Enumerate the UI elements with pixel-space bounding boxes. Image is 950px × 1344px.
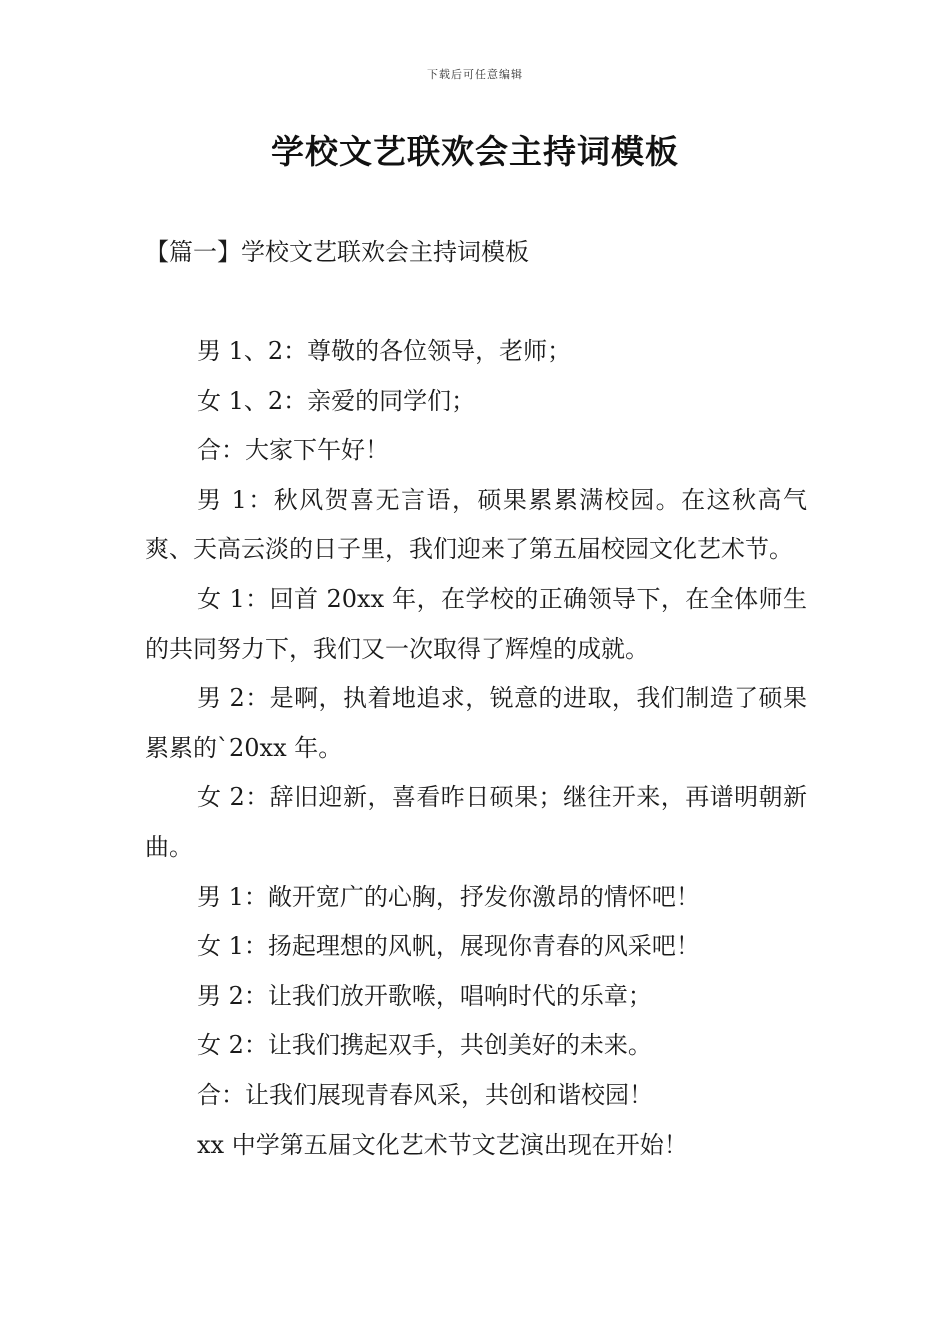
paragraph: 男 2：是啊，执着地追求，锐意的进取，我们制造了硕果累累的`20xx 年。 bbox=[145, 684, 807, 762]
paragraph: 男 1：敞开宽广的心胸，抒发你激昂的情怀吧！ bbox=[197, 882, 700, 911]
paragraph: 男 1、2：尊敬的各位领导，老师； bbox=[197, 337, 572, 365]
paragraph: 女 2：让我们携起双手，共创美好的未来。 bbox=[197, 1031, 652, 1060]
paragraph: 女 2：辞旧迎新，喜看昨日硕果；继往开来，再谱明朝新曲。 bbox=[145, 783, 807, 861]
paragraph: 女 1：扬起理想的风帆，展现你青春的风采吧！ bbox=[197, 932, 700, 961]
script-body bbox=[145, 327, 807, 1170]
paragraph: 女 1：回首 20xx 年，在学校的正确领导下，在全体师生的共同努力下，我们又一次取得了辉煌的成就。 bbox=[145, 584, 807, 663]
paragraph: 男 2：让我们放开歌喉，唱响时代的乐章； bbox=[197, 981, 652, 1010]
section-heading: 【篇一】学校文艺联欢会主持词模板 bbox=[145, 238, 529, 266]
paragraph: 合：让我们展现青春风采，共创和谐校园！ bbox=[197, 1080, 653, 1109]
paragraph: xx 中学第五届文化艺术节文艺演出现在开始！ bbox=[197, 1130, 688, 1159]
paragraph: 女 1、2：亲爱的同学们； bbox=[197, 386, 476, 415]
paragraph: 男 1：秋风贺喜无言语，硕果累累满校园。在这秋高气爽、天高云淡的日子里，我们迎来了第五届校园文化艺术节。 bbox=[145, 485, 807, 564]
header-note: 下载后可任意编辑 bbox=[427, 68, 523, 81]
paragraph: 合：大家下午好！ bbox=[197, 436, 389, 465]
document-title: 学校文艺联欢会主持词模板 bbox=[271, 132, 679, 171]
